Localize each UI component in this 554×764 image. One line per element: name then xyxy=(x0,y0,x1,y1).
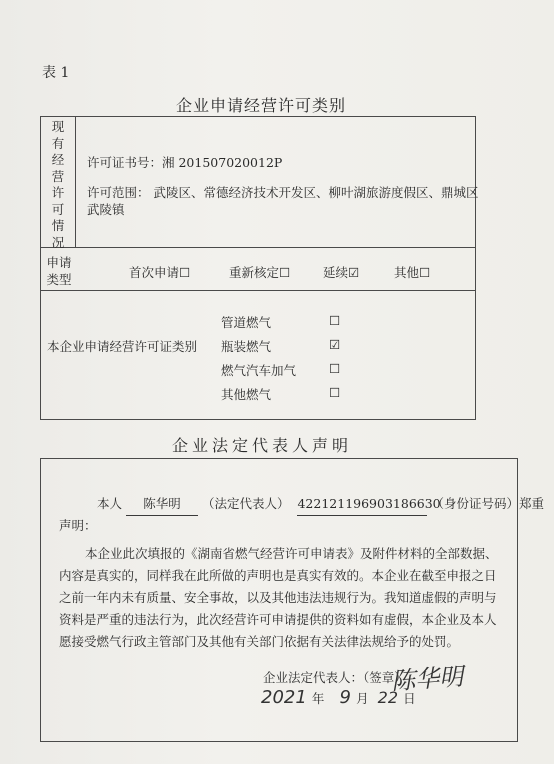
id-suffix: （身份证号码）郑重 xyxy=(431,496,544,511)
declaration-box xyxy=(40,458,544,742)
category-mark-vehicle: ☐ xyxy=(329,361,341,376)
date-month: 9 xyxy=(339,687,351,708)
table-row-divider-1 xyxy=(41,247,475,248)
declaration-body-3: 之前一年内未有质量、安全事故，以及其他违法违规行为。我知道虚假的声明与 xyxy=(59,590,497,605)
table-row-divider-2 xyxy=(41,290,475,291)
representative-role: （法定代表人） xyxy=(201,496,290,511)
category-mark-bottled: ☑ xyxy=(329,337,341,352)
representative-id-number: 422121196903186630 xyxy=(297,493,427,516)
apply-type-renewal: 延续☑ xyxy=(323,265,360,280)
declaration-body-2: 内容是真实的，同样我在此所做的声明也是真实有效的。本企业在截至申报之日 xyxy=(59,568,497,583)
table-label: 表 1 xyxy=(42,65,70,81)
section-title-declaration: 企业法定代表人声明 xyxy=(172,436,353,455)
declaration-line2: 声明： xyxy=(59,518,97,533)
category-mark-other: ☐ xyxy=(329,385,341,400)
handwritten-signature: 陈华明 xyxy=(390,662,465,696)
declaration-body-5: 愿接受燃气行政主管部门及其他有关部门依据有关法律法规给予的处罚。 xyxy=(59,634,460,649)
permit-category-table xyxy=(40,116,479,420)
representative-name: 陈华明 xyxy=(126,493,198,516)
date-year: 2021 xyxy=(261,687,307,708)
category-mark-pipeline: ☐ xyxy=(329,313,341,328)
license-number: 许可证书号：湘 201507020012P xyxy=(87,155,283,170)
signature-label: 企业法定代表人：（签章） xyxy=(263,670,407,685)
license-scope-line1: 许可范围： 武陵区、常德经济技术开发区、柳叶湖旅游度假区、鼎城区 xyxy=(87,185,479,200)
signature-date xyxy=(261,687,416,708)
category-label: 本企业申请经营许可证类别 xyxy=(47,339,198,354)
apply-type-side-label: 申请 类型 xyxy=(46,255,72,287)
declaration-line1 xyxy=(97,493,544,516)
date-day: 22 xyxy=(377,688,399,707)
apply-type-first: 首次申请☐ xyxy=(129,265,191,280)
apply-type-other: 其他☐ xyxy=(394,265,431,280)
category-item-bottled: 瓶装燃气 xyxy=(221,339,272,354)
table-left-divider xyxy=(75,117,76,248)
date-year-unit: 年 xyxy=(311,691,325,706)
date-day-unit: 日 xyxy=(403,691,416,706)
section-title-permit-category: 企业申请经营许可类别 xyxy=(176,96,347,115)
declaration-body-4: 资料是严重的违法行为，此次经营许可申请提供的资料如有虚假，本企业及本人 xyxy=(59,612,497,627)
date-month-unit: 月 xyxy=(356,691,369,706)
category-item-vehicle: 燃气汽车加气 xyxy=(221,363,297,378)
apply-type-reassess: 重新核定☐ xyxy=(229,265,291,280)
declaration-body-1: 本企业此次填报的《湖南省燃气经营许可申请表》及附件材料的全部数据、 xyxy=(85,546,498,561)
declaration-prefix: 本人 xyxy=(97,496,123,511)
category-item-pipeline: 管道燃气 xyxy=(221,315,272,330)
license-scope-line2: 武陵镇 xyxy=(87,202,125,217)
current-permit-side-label: 现 有 经 营 许 可 情 况 xyxy=(51,119,65,250)
category-item-other: 其他燃气 xyxy=(221,387,272,402)
